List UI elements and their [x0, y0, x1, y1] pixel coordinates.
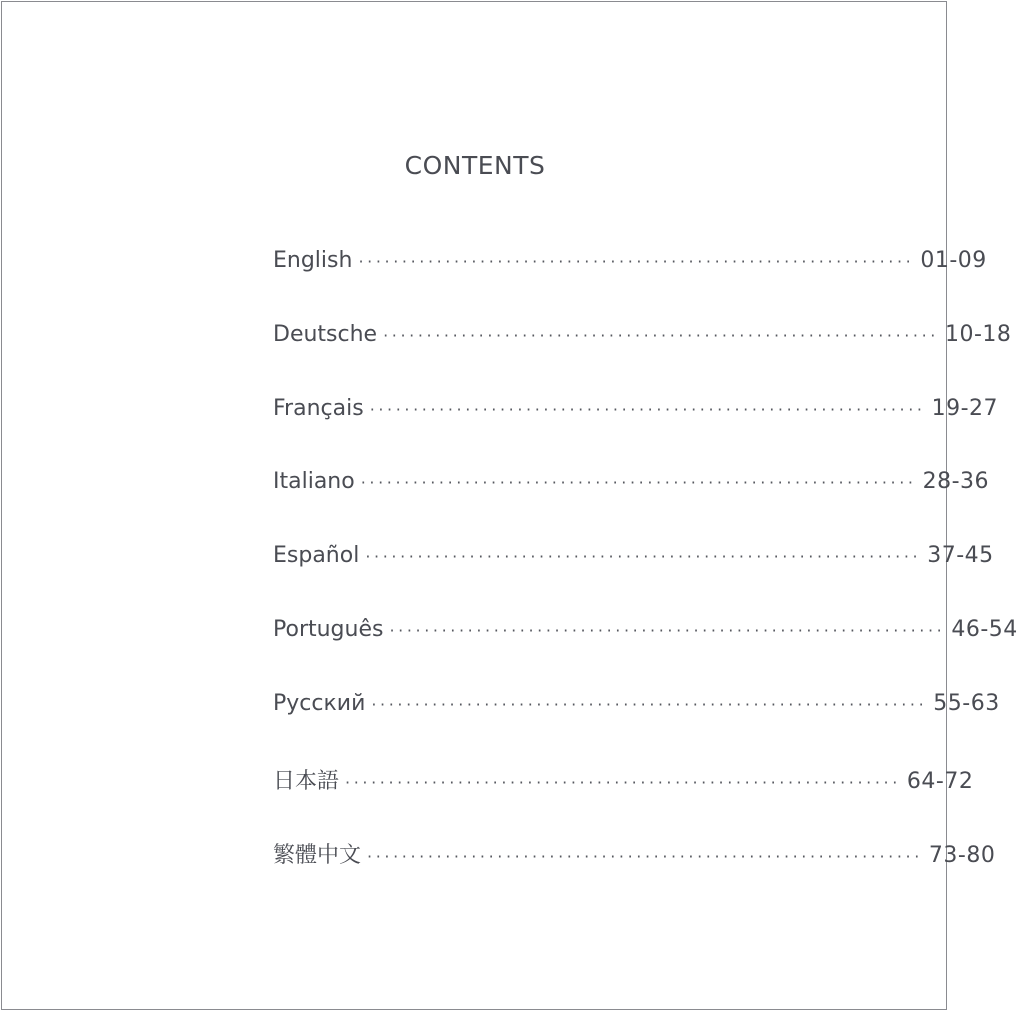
dot-leader: ································································ — [360, 473, 917, 493]
dot-leader: ································································ — [383, 325, 939, 345]
toc-entry-espanol[interactable] — [273, 543, 994, 617]
dot-leader: ································································ — [365, 547, 922, 566]
dot-leader: ································································ — [367, 847, 923, 866]
toc-entry-label: 日本語 — [273, 769, 340, 795]
toc-entry-pages: 01-09 — [920, 248, 987, 273]
dot-leader: ································································ — [389, 620, 946, 640]
toc-entry-japanese[interactable] — [273, 764, 974, 838]
toc-entry-label: Français — [273, 395, 364, 421]
toc-entry-pages: 10-18 — [945, 321, 1012, 347]
toc-entry-label: Deutsche — [273, 321, 378, 347]
dot-leader: ································································ — [371, 694, 928, 714]
toc-entry-portugues[interactable] — [273, 616, 1018, 691]
dot-leader: ································································ — [358, 252, 915, 271]
toc-entry-russian[interactable] — [273, 690, 1000, 765]
dot-leader: ································································ — [369, 399, 926, 419]
toc-entry-label: 繁體中文 — [273, 843, 362, 868]
toc-entry-label: English — [273, 248, 353, 273]
page-title: CONTENTS — [404, 151, 546, 180]
toc-entry-label: Русский — [273, 690, 366, 716]
dot-leader: ································································ — [345, 773, 901, 793]
toc-entry-francais[interactable] — [273, 395, 999, 470]
toc-entry-label: Português — [273, 616, 384, 642]
toc-entry-pages: 28-36 — [922, 469, 990, 495]
toc-entry-pages: 37-45 — [927, 543, 994, 568]
toc-entry-pages: 19-27 — [931, 395, 999, 421]
toc-entry-traditional-chinese[interactable] — [273, 838, 996, 912]
toc-entry-italiano[interactable] — [273, 469, 990, 543]
toc-entry-pages: 64-72 — [906, 769, 974, 795]
toc-entry-pages: 73-80 — [928, 843, 996, 868]
toc-entry-label: Italiano — [273, 469, 355, 495]
toc-entry-label: Español — [273, 543, 360, 568]
toc-entry-pages: 46-54 — [951, 616, 1018, 642]
toc-entry-english[interactable] — [273, 248, 987, 322]
toc-entry-pages: 55-63 — [933, 690, 1000, 716]
table-of-contents — [273, 248, 1018, 912]
toc-entry-deutsche[interactable] — [273, 321, 1012, 396]
